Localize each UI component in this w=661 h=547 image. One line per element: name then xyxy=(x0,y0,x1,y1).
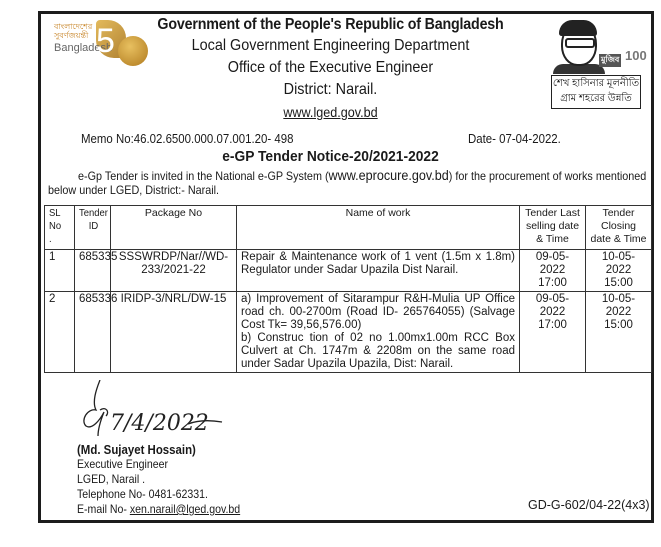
header-package: Package No xyxy=(111,206,237,250)
notice-intro-line2: below under LGED, District:- Narail. xyxy=(48,183,220,197)
memo-number: Memo No:46.02.6500.000.07.001.20- 498 xyxy=(81,131,294,146)
cell-sl: 1 xyxy=(45,250,75,292)
cell-package: SSSWRDP/Nar//WD-233/2021-22 xyxy=(111,250,237,292)
logo-text: Bangladesh xyxy=(54,42,113,54)
logo-number: 5 xyxy=(96,22,115,60)
signatory-email-line xyxy=(77,502,240,517)
header-sl: SL No . xyxy=(45,206,75,250)
work-item-a: a) Improvement of Sitarampur R&H-Mulia UP Office road ch. 00-2700m (Road ID- 265764055) (Salvage Cost Tk= 39,56,576.00) xyxy=(241,293,515,331)
cell-last-selling: 09-05-2022 17:00 xyxy=(520,250,586,292)
cell-closing: 10-05-2022 15:00 xyxy=(586,292,652,373)
signatory-designation: Executive Engineer xyxy=(77,457,168,471)
intro-suffix: ) for the procurement of works mentioned xyxy=(448,169,647,183)
footer-code: GD-G-602/04-22(4x3) xyxy=(528,498,650,512)
mujib-tag-number: 100 xyxy=(625,48,647,63)
table-header-row xyxy=(45,206,652,250)
cell-name-of-work xyxy=(237,292,520,373)
header-tender-id: Tender ID xyxy=(75,206,111,250)
table-row xyxy=(45,250,652,292)
signatory-office: LGED, Narail . xyxy=(77,472,146,486)
signatory-name: (Md. Sujayet Hossain) xyxy=(77,442,196,457)
header-closing: Tender Closing date & Time xyxy=(586,206,652,250)
website-link[interactable]: www.lged.gov.bd xyxy=(283,104,378,120)
header-last-selling: Tender Last selling date & Time xyxy=(520,206,586,250)
cell-sl: 2 xyxy=(45,292,75,373)
notice-title: e-GP Tender Notice-20/2021-2022 xyxy=(222,148,439,165)
intro-prefix: e-Gp Tender is invited in the National e-GP System ( xyxy=(78,169,329,183)
district-title: District: Narail. xyxy=(283,81,378,98)
office-title: Office of the Executive Engineer xyxy=(227,59,434,76)
cell-tender-id: 685336 xyxy=(75,292,111,373)
cell-closing: 10-05-2022 15:00 xyxy=(586,250,652,292)
department-title: Local Government Engineering Department xyxy=(191,37,470,54)
cell-last-selling: 09-05-2022 17:00 xyxy=(520,292,586,373)
eprocure-link[interactable]: www.eprocure.gov.bd xyxy=(328,167,449,183)
cell-name-of-work: Repair & Maintenance work of 1 vent (1.5m x 1.8m) Regulator under Sadar Upazila Dist Narail. xyxy=(237,250,520,292)
tender-table xyxy=(44,205,652,373)
handwritten-signature-icon xyxy=(70,380,230,440)
slogan-line1: শেখ হাসিনার মূলনীতি xyxy=(552,78,640,89)
table-row xyxy=(45,292,652,373)
mujib-tag: মুজিব xyxy=(599,54,621,67)
signatory-telephone: Telephone No- 0481-62331. xyxy=(77,487,208,501)
signatory-block xyxy=(77,442,240,517)
government-title: Government of the People's Republic of Bangladesh xyxy=(157,16,504,33)
slogan-line2: গ্রাম শহরের উন্নতি xyxy=(560,93,632,104)
cell-package: IRIDP-3/NRL/DW-15 xyxy=(111,292,237,373)
cell-tender-id: 685335 xyxy=(75,250,111,292)
header-name-of-work: Name of work xyxy=(237,206,520,250)
logo-bangla-line2: সুবর্ণজয়ন্তী xyxy=(54,31,89,40)
email-label: E-mail No- xyxy=(77,502,130,516)
logo-bangla-line1: বাংলাদেশের xyxy=(54,22,93,31)
memo-date: Date- 07-04-2022. xyxy=(468,131,561,146)
svg-text:7/4/2022: 7/4/2022 xyxy=(110,411,209,436)
work-item-b: b) Construc tion of 02 no 1.00mx1.00m RCC Box Culvert at Ch. 1747m & 2208m on the same road under Sadar Upazila Upazila, Dist: Narail. xyxy=(241,332,515,370)
notice-intro xyxy=(60,167,647,184)
email-link[interactable]: xen.narail@lged.gov.bd xyxy=(129,502,241,516)
